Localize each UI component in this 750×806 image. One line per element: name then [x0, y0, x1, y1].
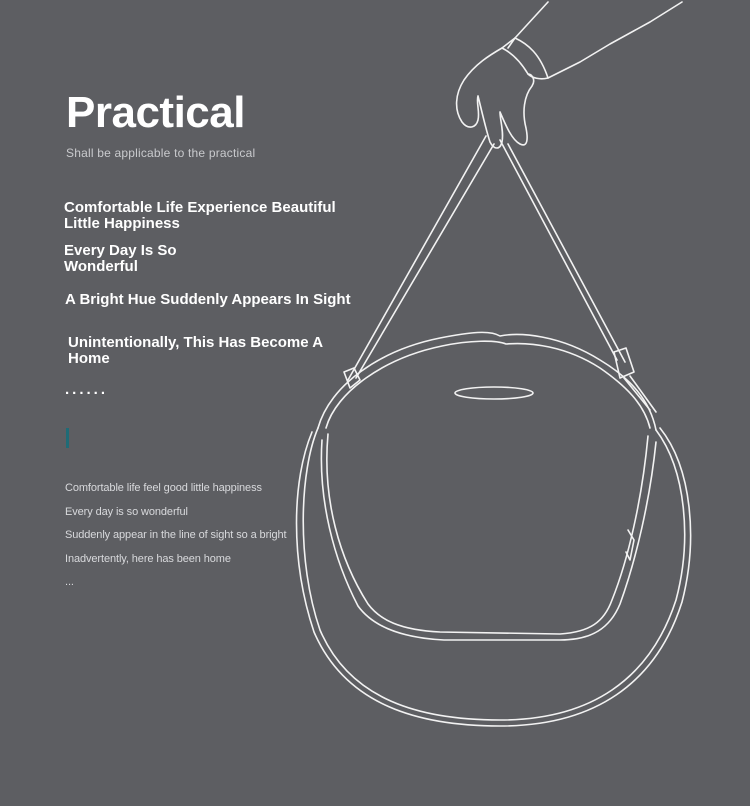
page-title: Practical [66, 88, 245, 137]
ellipsis-marker: ...... [65, 381, 109, 398]
strap-buckle [614, 348, 634, 378]
bag-body-outer [303, 428, 684, 720]
description-line: Comfortable life feel good little happiness [65, 482, 262, 494]
feature-line-3: A Bright Hue Suddenly Appears In Sight [65, 291, 351, 308]
bag-lid-inner [326, 341, 650, 428]
bag-front-panel-inner [321, 440, 656, 640]
description-line: Suddenly appear in the line of sight so a bright [65, 529, 287, 541]
sleeve-outline [508, 2, 682, 78]
description-line: ... [65, 576, 74, 588]
description-line: Inadvertently, here has been home [65, 552, 231, 565]
bag-lid-outline [318, 332, 656, 430]
accent-bar [66, 428, 69, 448]
page-subtitle: Shall be applicable to the practical [66, 146, 256, 160]
strap-right [500, 140, 625, 362]
bag-rim [297, 428, 691, 726]
handle-slot [455, 387, 533, 399]
feature-line-2: Every Day Is So Wonderful [64, 242, 177, 275]
feature-line-1: Comfortable Life Experience Beautiful Little Happiness [64, 199, 336, 232]
hand-outline [457, 48, 534, 148]
description-list [65, 480, 286, 598]
feature-line-4: Unintentionally, This Has Become A Home [68, 334, 323, 367]
bag-front-panel [327, 434, 648, 634]
description-line: Every day is so wonderful [65, 505, 188, 518]
cuff-outline [502, 38, 548, 79]
